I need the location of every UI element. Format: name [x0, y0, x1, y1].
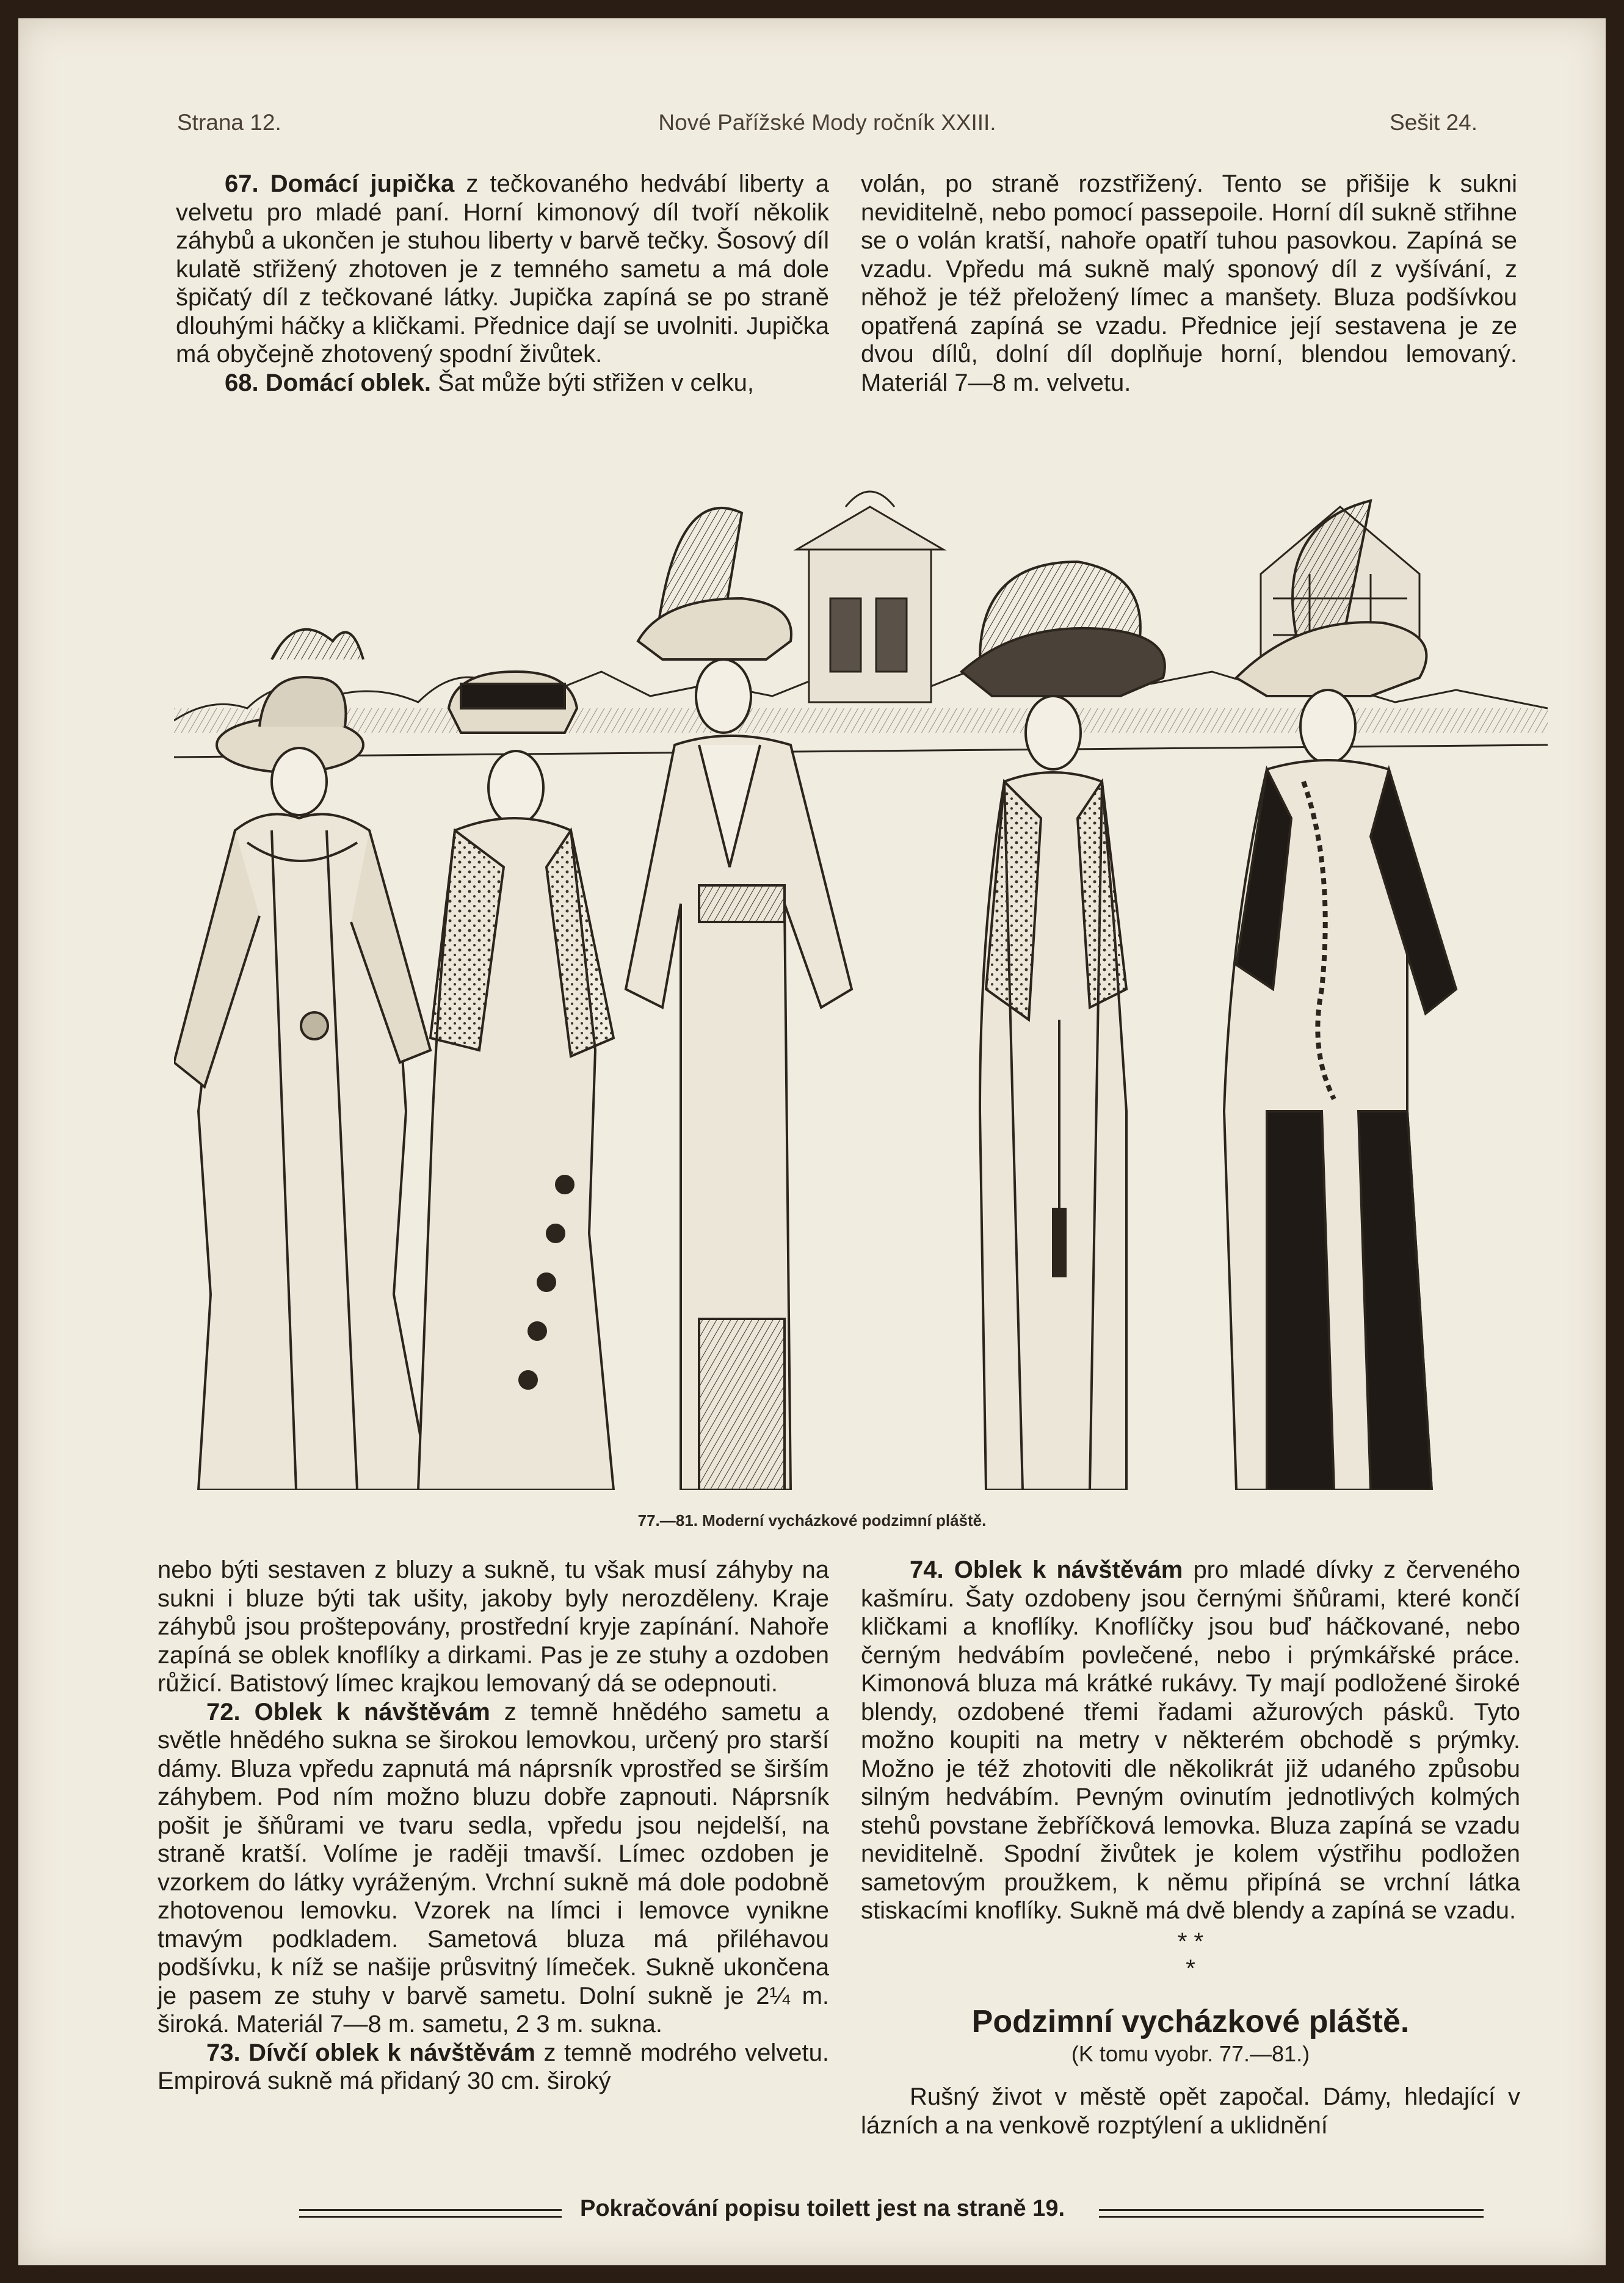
- article-72: 72. Oblek k návštěvám z temně hnědého sametu a světle hnědého sukna se širokou lemovkou, určený pro starší dámy. Bluza vpředu zapnutá má náprsník vprostřed se širším záhybem. Pod ním možno bluzu dobře zapnouti. Náprsník pošit je šňůrami ve tvaru sedla, vpředu jsou nejdelší, na straně kratší. Volíme je raději tmavší. Límec ozdoben je vzorkem do látky vyráženým. Vrchní sukně má dole podobně zhotovenou lemovku. Vzorek na límci i lemovce vynikne tmavým podkladem. Sametová bluza má přiléhavou podšívku, k níž se našije průsvitný límeček. Sukně ukončena je pasem ze stuhy v barvě sametu. Dolní sukně je 2¼ m. široká. Materiál 7—8 m. sametu, 2 3 m. sukna.: [158, 1698, 829, 2038]
- fashion-illustration: [174, 440, 1548, 1490]
- section-title: Podzimní vycházkové pláště.: [971, 2003, 1410, 2039]
- article-67-title: Domácí jupička: [270, 170, 455, 197]
- figure-80: [962, 562, 1165, 1490]
- article-74-title: Oblek k návštěvám: [954, 1556, 1183, 1583]
- magazine-page: [18, 18, 1606, 2265]
- bottom-right-column: [861, 1556, 1520, 2140]
- page-header: [177, 110, 1477, 147]
- footer-rule-right: [1099, 2209, 1484, 2218]
- article-68-continuation: nebo býti sestaven z bluzy a sukně, tu však musí záhyby na sukni i bluze býti tak ušity, jakoby byly nerozděleny. Kraje záhybů jsou proštepovány, prostřední kryje zapínání. Nahoře zapíná se oblek knoflíky a dirkami. Pas je ze stuhy a ozdoben růžicí. Batistový límec krajkou lemovaný dá se odepnouti.: [158, 1556, 829, 1697]
- article-continuation: volán, po straně rozstřižený. Tento se přišije k sukni neviditelně, nebo pomocí passepoile. Horní díl sukně střihne se o volán kratší, nahoře opatří tuhou pasovkou. Zapíná se vzadu. Vpředu má sukně malý sponový díl z vyšívání, z něhož je též přeložený límec a manšety. Bluza podšívkou opatřená zapíná se vzadu. Přednice její sestavena je ze dvou dílů, dolní díl doplňuje horní, blendou lemovaný. Materiál 7—8 m. velvetu.: [861, 170, 1517, 396]
- section-note: (K tomu vyobr. 77.—81.): [1071, 2041, 1310, 2066]
- page-footer: [299, 2196, 1484, 2226]
- article-67: 67. Domácí jupička z tečkovaného hedvábí liberty a velvetu pro mladé paní. Horní kimonový díl tvoří několik záhybů a ukončen je stuhou liberty v barvě tečky. Šosový díl kulatě střižený zhotoven je z temného sametu a má dole špičatý díl z tečkované látky. Jupička zapíná se po straně dlouhými háčky a kličkami. Přednice dají se uvolniti. Jupička má obyčejně zhotovený spodní živůtek.: [176, 170, 830, 368]
- top-left-column: [176, 170, 829, 397]
- article-68: 68. Domácí oblek. Šat může býti střižen v celku,: [225, 369, 755, 396]
- footer-rule-left: [299, 2209, 562, 2218]
- article-73: 73. Dívčí oblek k návštěvám z temně modrého velvetu. Empirová sukně má přidaný 30 cm. široký: [158, 2039, 829, 2094]
- divider-stars-bottom: *: [1186, 1955, 1195, 1982]
- article-73-title: Dívčí oblek k návštěvám: [248, 2039, 535, 2066]
- section-text: Rušný život v městě opět započal. Dámy, hledající v lázních a na venkově rozptýlení a uklidnění: [861, 2083, 1520, 2139]
- figure-81: [1224, 501, 1456, 1490]
- top-right-column: [861, 170, 1517, 397]
- page-number: Strana 12.: [177, 110, 281, 135]
- figure-77: [174, 630, 430, 1490]
- article-68-title: Domácí oblek.: [265, 369, 431, 396]
- divider-stars-top: * *: [1177, 1928, 1204, 1955]
- illustration-caption: 77.—81. Moderní vycházkové podzimní pláště.: [637, 1511, 987, 1530]
- issue-number: Sešit 24.: [1390, 110, 1477, 135]
- article-74: 74. Oblek k návštěvám pro mladé dívky z červeného kašmíru. Šaty ozdobeny jsou černými šňůrami, které končí kličkami a knoflíky. Knoflíčky jsou buď háčkované, nebo černým hedvábím povlečené, nebo i prýmkářské práce. Kimonová bluza má krátké rukávy. Ty mají podložené široké blendy, ozdobené třemi řadami ažurových pásků. Tyto možno koupiti na metry v některém obchodě s prýmky. Možno je též zhotoviti dle několikrát již udaného způsobu silným hedvábím. Pevným ovinutím jednotlivých kolmých stehů povstane žebříčková lemovka. Bluza zapíná se vzadu neviditelně. Spodní živůtek je kolem výstřihu podložen sametovým proužkem, k němu připíná se vrchní látka stiskacími knoflíky. Sukně má dvě blendy a zapíná se vzadu.: [861, 1556, 1520, 1924]
- bottom-left-column: [158, 1556, 829, 2096]
- magazine-title: Nové Pařížské Mody ročník XXIII.: [658, 110, 996, 135]
- footer-text: Pokračování popisu toilett jest na straně 19.: [580, 2196, 1065, 2221]
- article-72-title: Oblek k návštěvám: [254, 1698, 490, 1726]
- figure-78: [418, 672, 614, 1490]
